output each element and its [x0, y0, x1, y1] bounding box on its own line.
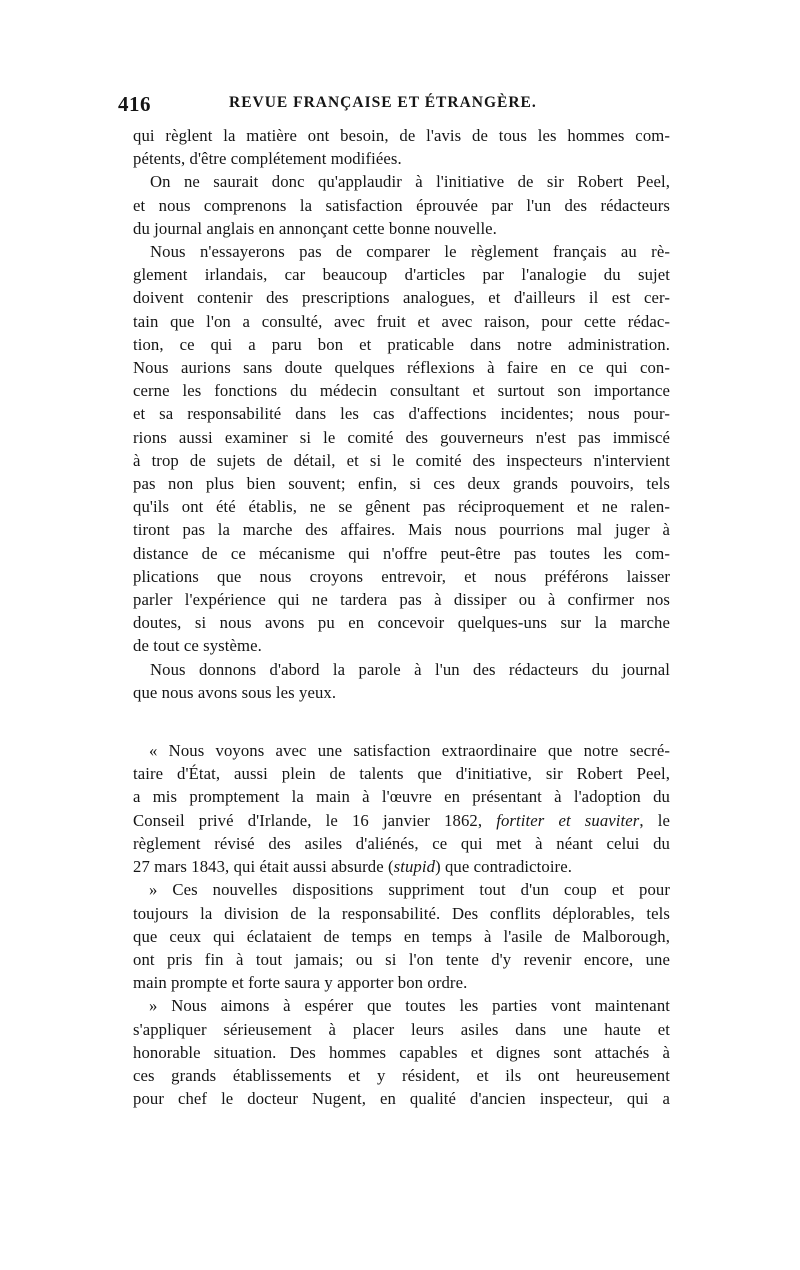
text-line: tain que l'on a consulté, avec fruit et avec raison, pour cette rédac-: [133, 311, 670, 331]
text-line: distance de ce mécanisme qui n'offre peut-être pas toutes les com-: [133, 543, 670, 563]
text-line: et sa responsabilité dans les cas d'affections incidentes; nous pour-: [133, 404, 670, 424]
text-line: ces grands établissements et y résident, et ils ont heureusement: [133, 1065, 670, 1085]
text-line: » Ces nouvelles dispositions suppriment tout d'un coup et pour: [149, 880, 670, 900]
text-line: » Nous aimons à espérer que toutes les parties vont maintenant: [149, 996, 670, 1016]
paragraph-3: [133, 240, 670, 658]
text-line: plications que nous croyons entrevoir, et nous préférons laisser: [133, 566, 670, 586]
text-line: pas non plus bien souvent; enfin, si ces deux grands pouvoirs, tels: [133, 474, 670, 494]
paragraph-1: [133, 124, 670, 170]
text-line: « Nous voyons avec une satisfaction extraordinaire que notre secré-: [149, 741, 670, 761]
text-line: Nous n'essayerons pas de comparer le règlement français au rè-: [150, 242, 670, 262]
text-line: honorable situation. Des hommes capables et dignes sont attachés à: [133, 1042, 670, 1062]
quote-paragraph-1: [133, 739, 670, 878]
text-line: On ne saurait donc qu'applaudir à l'initiative de sir Robert Peel,: [150, 172, 670, 192]
text-line: pour chef le docteur Nugent, en qualité d'ancien inspecteur, qui a: [133, 1089, 670, 1109]
text-fragment: ) que contradictoire.: [435, 857, 572, 877]
running-title: REVUE FRANÇAISE ET ÉTRANGÈRE.: [229, 94, 537, 111]
italic-phrase: fortiter et suaviter: [496, 810, 640, 830]
text-line: que nous avons sous les yeux.: [133, 682, 337, 702]
text-line: taire d'État, aussi plein de talents que d'initiative, sir Robert Peel,: [133, 764, 670, 784]
text-line: Nous aurions sans doute quelques réflexions à faire en ce qui con-: [133, 358, 670, 378]
quote-paragraph-3: [133, 994, 670, 1110]
text-line: tion, ce qui a paru bon et praticable dans notre administration.: [133, 334, 670, 354]
text-line: et nous comprenons la satisfaction éprouvée par l'un des rédacteurs: [133, 195, 670, 215]
text-line: main prompte et forte saura y apporter bon ordre.: [133, 973, 468, 993]
text-line: que ceux qui éclataient de temps en temps à l'asile de Malborough,: [133, 926, 670, 946]
quote-paragraph-2: [133, 878, 670, 994]
text-line: du journal anglais en annonçant cette bonne nouvelle.: [133, 218, 497, 238]
text-line: Nous donnons d'abord la parole à l'un des rédacteurs du journal: [150, 659, 670, 679]
text-line: pétents, d'être complétement modifiées.: [133, 149, 402, 169]
text-line: doutes, si nous avons pu en concevoir quelques-uns sur la marche: [133, 613, 670, 633]
text-line: qu'ils ont été établis, ne se gênent pas réciproquement et ne ralen-: [133, 497, 670, 517]
italic-word: stupid: [393, 857, 436, 877]
quotation: [133, 739, 670, 1110]
paragraph-4: [133, 658, 670, 704]
page-number: 416: [118, 92, 151, 116]
text-line: de tout ce système.: [133, 636, 262, 656]
running-header: [118, 92, 670, 116]
text-fragment: , le: [639, 810, 671, 830]
text-line: rions aussi examiner si le comité des gouverneurs n'est pas immiscé: [133, 427, 670, 447]
text-fragment: Conseil privé d'Irlande, le 16 janvier 1862,: [133, 810, 497, 830]
text-line-with-italic: [133, 855, 670, 878]
text-line-with-italic: [133, 809, 670, 832]
page: [118, 92, 671, 1110]
paragraph-2: [133, 170, 670, 240]
text-line: parler l'expérience qui ne tardera pas à dissiper ou à confirmer nos: [133, 590, 670, 610]
text-line: règlement révisé des asiles d'aliénés, ce qui met à néant celui du: [133, 833, 670, 853]
text-line: tiront pas la marche des affaires. Mais nous pourrions mal juger à: [133, 520, 670, 540]
text-line: qui règlent la matière ont besoin, de l'avis de tous les hommes com-: [133, 126, 670, 145]
text-line: cerne les fonctions du médecin consultant et surtout son importance: [133, 381, 670, 401]
text-line: a mis promptement la main à l'œuvre en présentant à l'adoption du: [133, 787, 670, 807]
text-line: ont pris fin à tout jamais; ou si l'on tente d'y revenir encore, une: [133, 949, 670, 969]
section-gap: [133, 704, 670, 739]
text-line: à trop de sujets de détail, et si le comité des inspecteurs n'intervient: [133, 450, 670, 470]
text-line: toujours la division de la responsabilité. Des conflits déplorables, tels: [133, 903, 670, 923]
text-line: s'appliquer sérieusement à placer leurs asiles dans une haute et: [133, 1019, 670, 1039]
text-fragment: 27 mars 1843, qui était aussi absurde (: [133, 857, 394, 877]
text-line: glement irlandais, car beaucoup d'articles par l'analogie du sujet: [133, 265, 670, 285]
body-text: [133, 124, 670, 704]
text-line: doivent contenir des prescriptions analogues, et d'ailleurs il est cer-: [133, 288, 670, 308]
